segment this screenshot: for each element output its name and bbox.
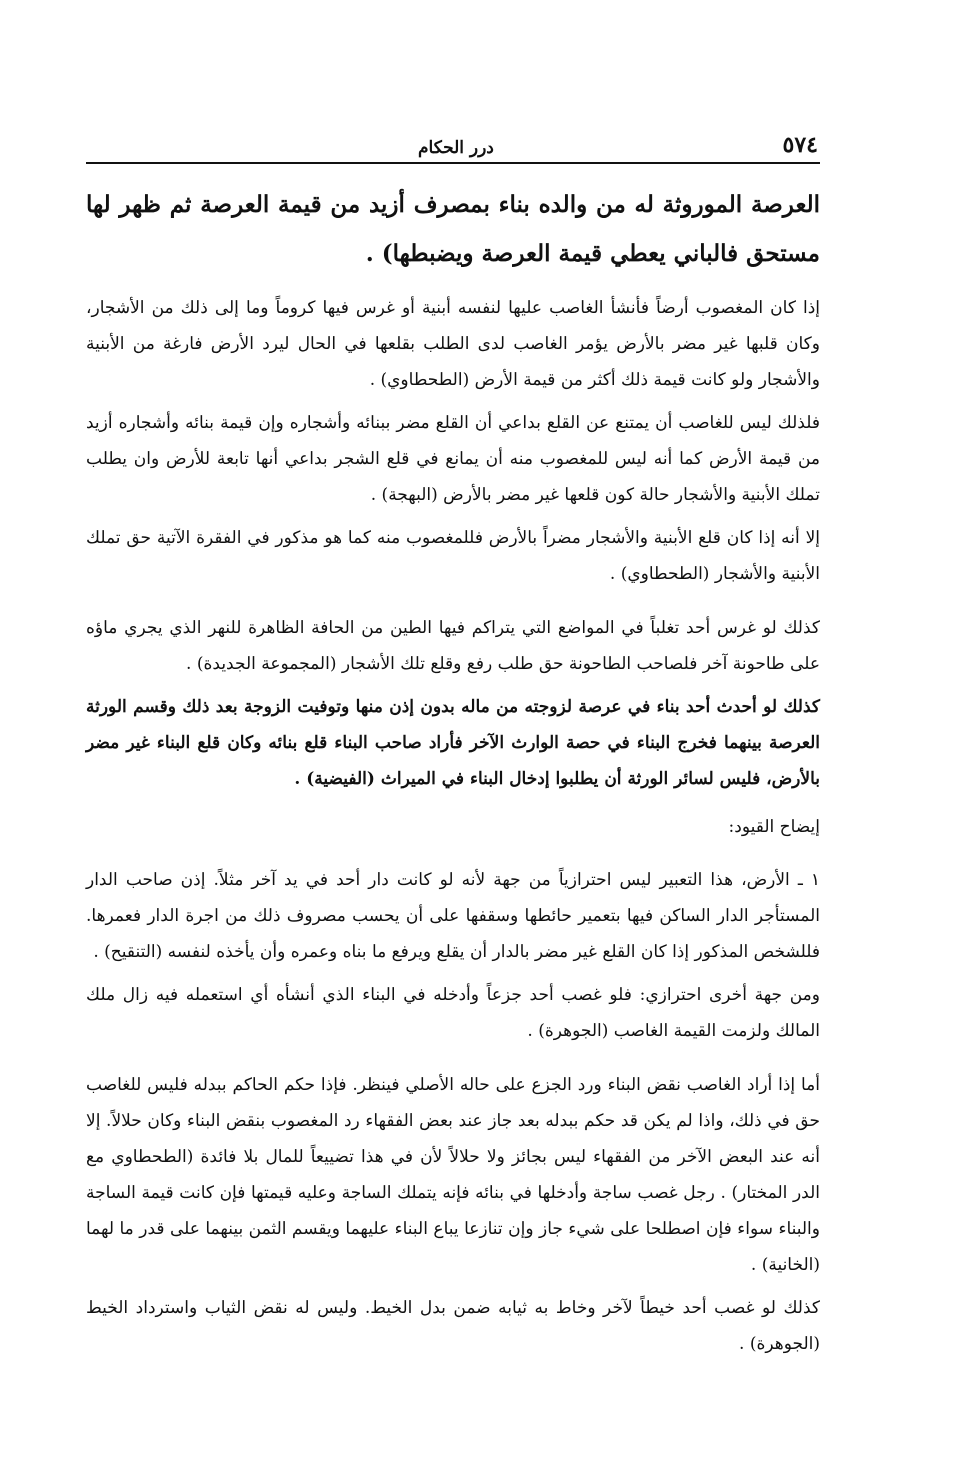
paragraph: إذا كان المغصوب أرضاً فأنشأ الغاصب عليها لنفسه أبنية أو غرس فيها كروماً وما إلى ذلك من الأشجار، وكان قلبها غير مضر بالأرض يؤمر الغاصب لدى الطلب بقلعها في الحال ليرد الأرض فارغة من الأبنية والأشجار ولو كانت قيمة ذلك أكثر من قيمة الأرض (الطحطاوي) . <box>86 298 820 390</box>
paragraph: إلا أنه إذا كان قلع الأبنية والأشجار مضراً بالأرض فللمغصوب منه كما هو مذكور في الفقرة الآتية حق تملك الأبنية والأشجار (الطحطاوي) . <box>86 528 820 584</box>
paragraph: كذلك لو غرس أحد تغلباً في المواضع التي يتراكم فيها الطين من الحافة الظاهرة للنهر الذي يجري ماؤه على طاحونة آخر فلصاحب الطاحونة حق طلب رفع وقلع تلك الأشجار (المجموعة الجديدة) . <box>86 618 820 674</box>
document-page <box>86 128 820 1362</box>
paragraph: ومن جهة أخرى احترازي: فلو غصب أحد جزعاً وأدخله في البناء الذي أنشأه أي استعمله فيه زال ملك المالك ولزمت القيمة الغاصب (الجوهرة) . <box>86 985 820 1041</box>
page-number: ٥٧٤ <box>782 132 818 158</box>
page-header <box>86 128 820 164</box>
paragraph: فلذلك ليس للغاصب أن يمتنع عن القلع بداعي أن القلع مضر ببنائه وأشجاره وإن قيمة بنائه وأشجاره أزيد من قيمة الأرض كما أنه ليس للمغصوب منه أن يمانع في قلع الشجر بداعي أنها تابعة للأرض وان يطلب تملك الأبنية والأشجار حالة كون قلعها غير مضر بالأرض (البهجة) . <box>86 413 820 505</box>
lead-paragraph: العرصة الموروثة له من والده بناء بمصرف أزيد من قيمة العرصة ثم ظهر لها مستحق فالباني يعطي قيمة العرصة ويضبطها) . <box>86 191 820 267</box>
paragraph: ١ ـ الأرض، هذا التعبير ليس احترازياً من جهة لأنه لو كانت دار أحد في يد آخر مثلاً. إذن صاحب الدار المستأجر الدار الساكن فيها بتعمير حائطها وسقفها على أن يحسب مصروف ذلك من اجرة الدار فعمرها. فللشخص المذكور إذا كان القلع غير مضر بالدار أن يقلع ويرفع ما بناه وعمره وأن يأخذه لنفسه (التنقيح) . <box>86 870 821 962</box>
running-title: درر الحكام <box>418 138 494 158</box>
paragraph: كذلك لو أحدث أحد بناء في عرصة لزوجته من ماله بدون إذن منها وتوفيت الزوجة بعد ذلك وقسم الورثة العرصة بينهما فخرج البناء في حصة الوارث الآخر فأراد صاحب البناء قلع بنائه وكان قلع البناء غير مضر بالأرض، فليس لسائر الورثة أن يطلبوا إدخال البناء في الميراث (الفيضية) . <box>86 697 820 789</box>
paragraph: أما إذا أراد الغاصب نقض البناء ورد الجزع على حاله الأصلي فينظر. فإذا حكم الحاكم ببدله فليس للغاصب حق في ذلك، واذا لم يكن قد حكم ببدله بعد جاز عند بعض الفقهاء رد المغصوب بنقض البناء وكان حلالاً. إلا أنه عند البعض الآخر من الفقهاء ليس بجائز ولا حلالاً لأن في هذا تضييعاً للمال بلا فائدة (الطحطاوي مع الدر المختار) . رجل غصب ساجة وأدخلها في بنائه فإنه يتملك الساجة وعليه قيمتها فإن كانت قيمة الساجة والبناء سواء فإن اصطلحا على شيء جاز وإن تنازعا يباع البناء عليهما ويقسم الثمن بينهما على قدر ما لهما (الخانية) . <box>86 1075 820 1275</box>
paragraph: كذلك لو غصب أحد خيطاً لآخر وخاط به ثيابه ضمن بدل الخيط. وليس له نقض الثياب واسترداد الخيط (الجوهرة) . <box>86 1298 820 1354</box>
section-heading: إيضاح القيود: <box>728 817 820 837</box>
